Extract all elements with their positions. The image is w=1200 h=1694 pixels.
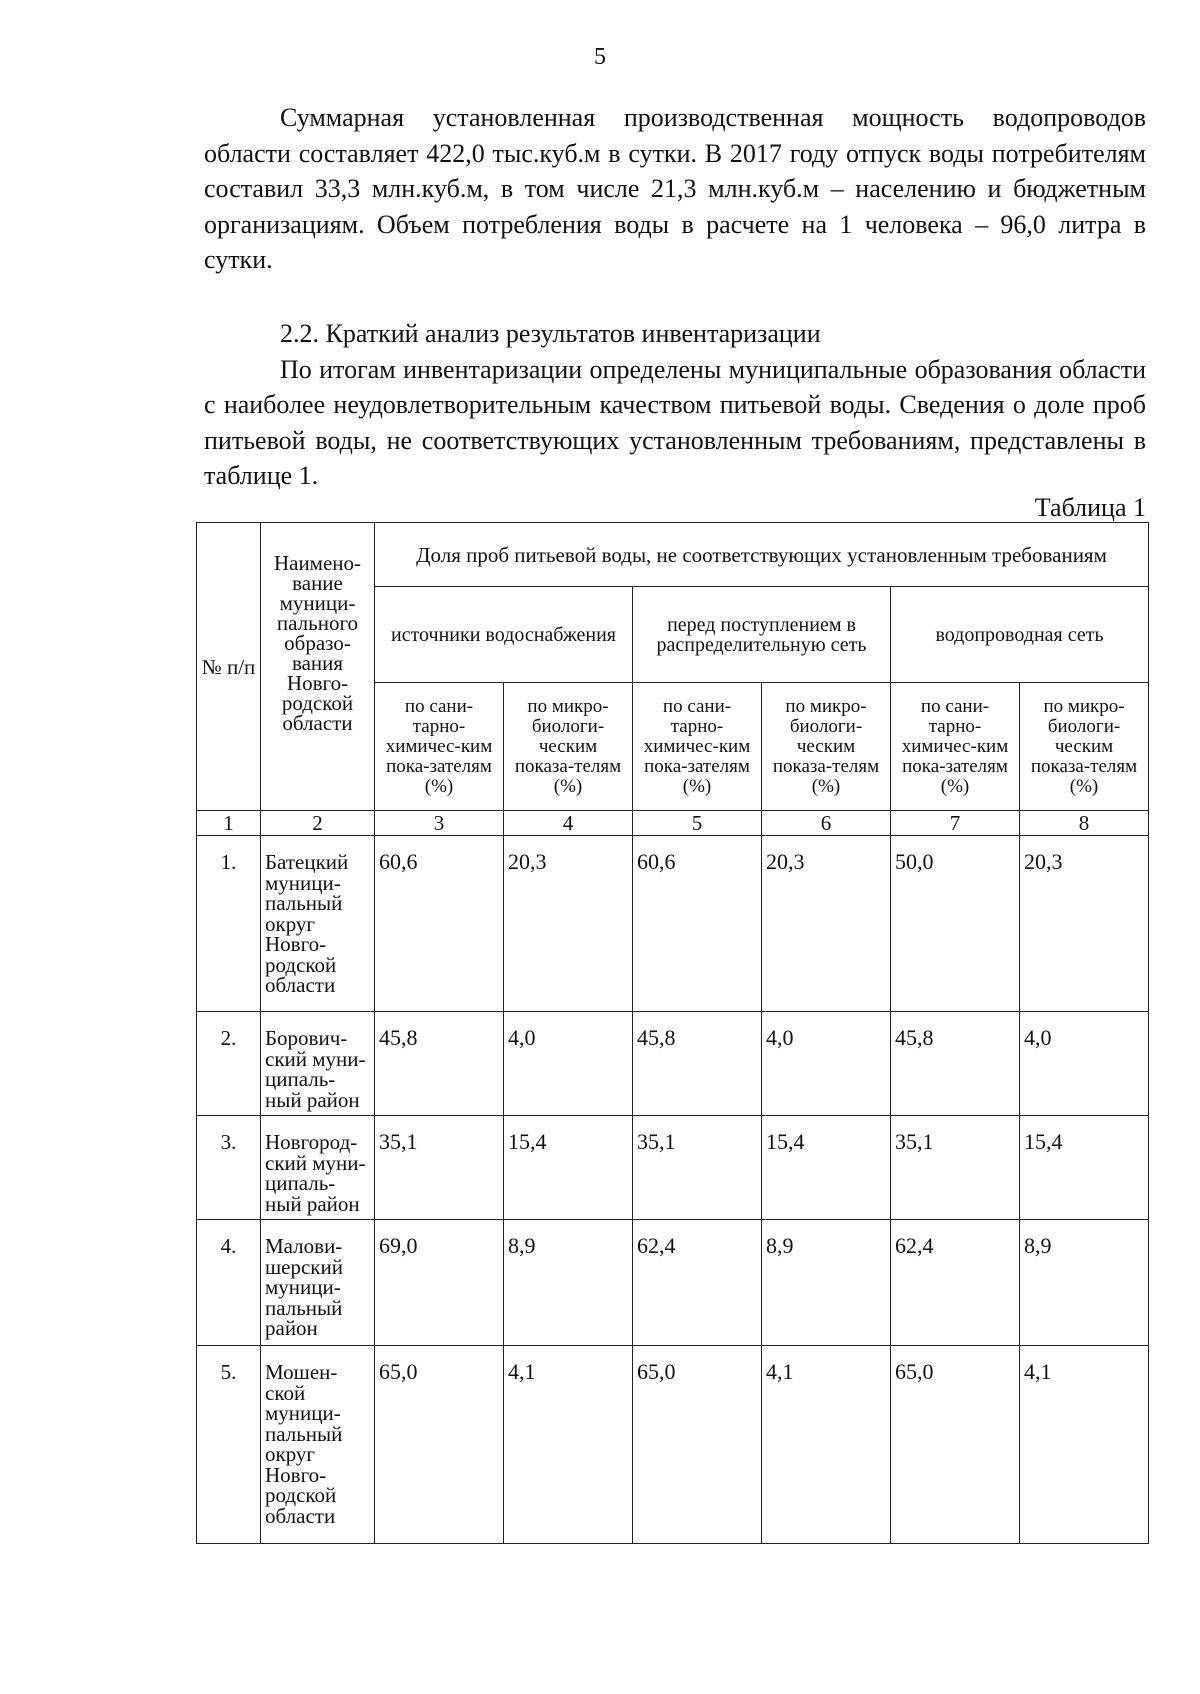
col-number: 6 (762, 811, 891, 836)
table-row (197, 1346, 1149, 1544)
page-number: 5 (594, 44, 606, 70)
row-number: 1. (197, 836, 261, 1012)
table-row (197, 1012, 1149, 1116)
row-number: 3. (197, 1116, 261, 1220)
value-cell: 4,1 (504, 1346, 633, 1544)
value-cell: 45,8 (633, 1012, 762, 1116)
row-number: 4. (197, 1220, 261, 1346)
col-number: 4 (504, 811, 633, 836)
header-sub-sources: источники водоснабжения (375, 587, 633, 683)
value-cell: 62,4 (891, 1220, 1020, 1346)
header-leaf-5: по сани-тарно-химичес-ким пока-зателям (%) (633, 683, 762, 811)
table-caption: Таблица 1 (1034, 493, 1146, 522)
value-cell: 45,8 (891, 1012, 1020, 1116)
header-group-share: Доля проб питьевой воды, не соответствующих установленным требованиям (375, 523, 1149, 587)
value-cell: 65,0 (375, 1346, 504, 1544)
value-cell: 20,3 (504, 836, 633, 1012)
col-number: 8 (1020, 811, 1149, 836)
value-cell: 8,9 (762, 1220, 891, 1346)
value-cell: 69,0 (375, 1220, 504, 1346)
body-text-top (204, 100, 1146, 278)
value-cell: 4,1 (762, 1346, 891, 1544)
header-sub-water-network: водопроводная сеть (891, 587, 1149, 683)
value-cell: 65,0 (891, 1346, 1020, 1544)
value-cell: 15,4 (762, 1116, 891, 1220)
col-number: 5 (633, 811, 762, 836)
col-number: 7 (891, 811, 1020, 836)
table-row (197, 836, 1149, 1012)
value-cell: 8,9 (1020, 1220, 1149, 1346)
value-cell: 15,4 (1020, 1116, 1149, 1220)
value-cell: 62,4 (633, 1220, 762, 1346)
header-sub-before-network: перед поступлением в распределительную сеть (633, 587, 891, 683)
header-col-num: № п/п (197, 523, 261, 811)
paragraph-capacity: Суммарная установленная производственная мощность водопроводов области составляет 422,0 тыс.куб.м в сутки. В 2017 году отпуск воды потребителям составил 33,3 млн.куб.м, в том числе 21,3 млн.куб.м – населению и бюджетным организациям. Объем потребления воды в расчете на 1 человека – 96,0 литра в сутки. (204, 103, 1146, 274)
value-cell: 20,3 (1020, 836, 1149, 1012)
municipality-name: Мошен-ской муници-пальный округ Новго-родской области (261, 1346, 375, 1544)
value-cell: 4,0 (1020, 1012, 1149, 1116)
municipality-name: Батецкий муници-пальный округ Новго-родской области (261, 836, 375, 1012)
header-row-group (197, 523, 1149, 587)
value-cell: 15,4 (504, 1116, 633, 1220)
paragraph-inventory: По итогам инвентаризации определены муниципальные образования области с наиболее неудовлетворительным качеством питьевой воды. Сведения о доле проб питьевой воды, не соответствующих установленным требованиям, представлены в таблице 1. (204, 354, 1146, 490)
value-cell: 20,3 (762, 836, 891, 1012)
value-cell: 4,0 (762, 1012, 891, 1116)
header-col-name: Наимено-вание муници-пального образо-вания Новго-родской области (261, 523, 375, 811)
row-number: 5. (197, 1346, 261, 1544)
municipality-name: Малови-шерский муници-пальный район (261, 1220, 375, 1346)
col-number: 2 (261, 811, 375, 836)
value-cell: 8,9 (504, 1220, 633, 1346)
header-leaf-7: по сани-тарно-химичес-ким пока-зателям (%) (891, 683, 1020, 811)
header-leaf-4: по микро-биологи-ческим показа-телям (%) (504, 683, 633, 811)
header-leaf-3: по сани-тарно-химичес-ким пока-зателям (%) (375, 683, 504, 811)
row-number: 2. (197, 1012, 261, 1116)
header-row-numbers (197, 811, 1149, 836)
municipality-name: Борович-ский муни-ципаль-ный район (261, 1012, 375, 1116)
col-number: 1 (197, 811, 261, 836)
col-number: 3 (375, 811, 504, 836)
body-text-section (204, 316, 1146, 494)
value-cell: 65,0 (633, 1346, 762, 1544)
value-cell: 45,8 (375, 1012, 504, 1116)
water-quality-table (196, 522, 1149, 1544)
value-cell: 4,0 (504, 1012, 633, 1116)
value-cell: 35,1 (375, 1116, 504, 1220)
value-cell: 60,6 (633, 836, 762, 1012)
value-cell: 35,1 (633, 1116, 762, 1220)
header-leaf-8: по микро-биологи-ческим показа-телям (%) (1020, 683, 1149, 811)
value-cell: 35,1 (891, 1116, 1020, 1220)
section-heading: 2.2. Краткий анализ результатов инвентаризации (280, 319, 821, 348)
value-cell: 50,0 (891, 836, 1020, 1012)
value-cell: 60,6 (375, 836, 504, 1012)
value-cell: 4,1 (1020, 1346, 1149, 1544)
header-leaf-6: по микро-биологи-ческим показа-телям (%) (762, 683, 891, 811)
table-row (197, 1220, 1149, 1346)
municipality-name: Новгород-ский муни-ципаль-ный район (261, 1116, 375, 1220)
table-row (197, 1116, 1149, 1220)
